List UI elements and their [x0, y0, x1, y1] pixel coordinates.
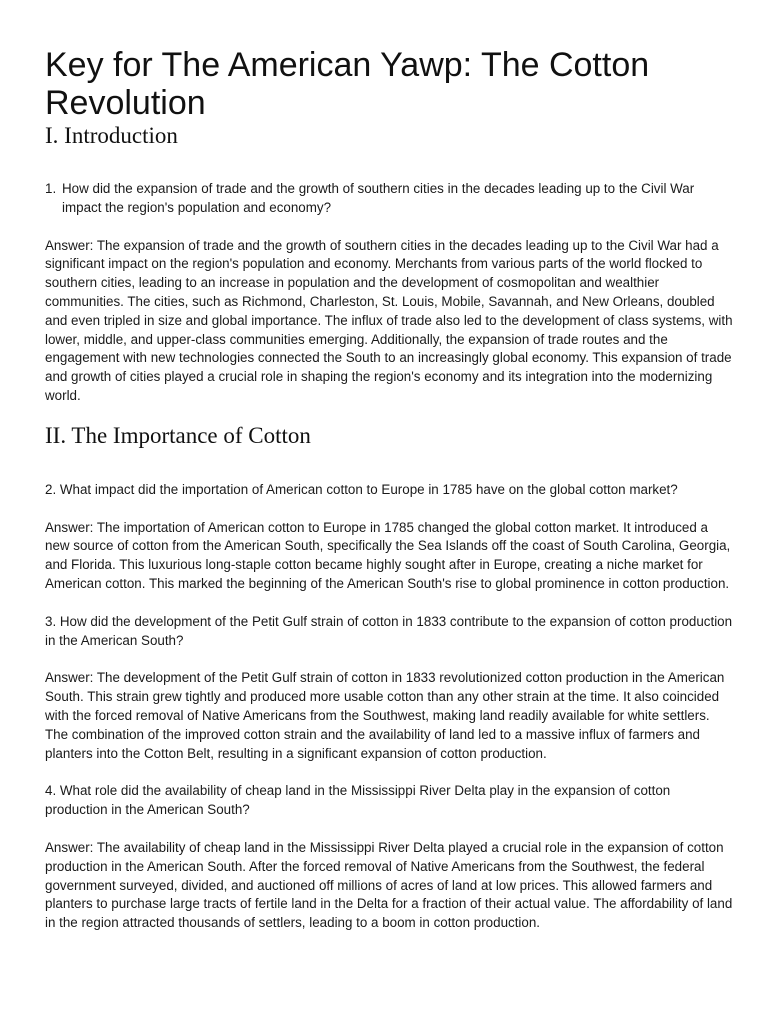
answer-1: Answer: The expansion of trade and the growth of southern cities in the decades leading up to the Civil War had a significant impact on the region's population and economy. Merchants from various parts of the world flocked to southern cities, leading to an increase in population and the development of cosmopolitan and wealthier communities. The cities, such as Richmond, Charleston, St. Louis, Mobile, Savannah, and New Orleans, doubled and even tripled in size and global importance. The influx of trade also led to the development of class systems, with lower, middle, and upper-class communities emerging. Additionally, the expansion of trade routes and the engagement with new technologies connected the South to an increasingly global economy. This expansion of trade and growth of cities played a crucial role in shaping the region's economy and its integration into the modernizing world. [45, 237, 733, 403]
document-page [45, 46, 735, 933]
question-4: 4. What role did the availability of cheap land in the Mississippi River Delta play in the expansion of cotton production in the American South? [45, 783, 671, 818]
question-3: 3. How did the development of the Petit Gulf strain of cotton in 1833 contribute to the expansion of cotton production in the American South? [45, 613, 733, 648]
question-list [45, 180, 735, 218]
question-1: How did the expansion of trade and the growth of southern cities in the decades leading up to the Civil War impact the region's population and economy? [62, 181, 695, 215]
answer-3: Answer: The development of the Petit Gulf strain of cotton in 1833 revolutionized cotton production in the American South. This strain grew tightly and produced more usable cotton than any other strain at the time. It also coincided with the forced removal of Native Americans from the Southwest, making land readily available for white settlers. The combination of the improved cotton strain and the availability of land led to a massive influx of farmers and planters into the Cotton Belt, resulting in a significant expansion of cotton production. [45, 670, 725, 761]
section-heading-importance-of-cotton: II. The Importance of Cotton [45, 422, 311, 448]
section-heading-introduction: I. Introduction [45, 123, 178, 148]
answer-4: Answer: The availability of cheap land in the Mississippi River Delta played a crucial role in the expansion of cotton production in the American South. After the forced removal of Native Americans from the Southwest, the federal government surveyed, divided, and auctioned off millions of acres of land at low prices. This allowed farmers and planters to purchase large tracts of fertile land in the Delta for a fraction of their actual value. The affordability of land in the region attracted thousands of settlers, leading to a boom in cotton production. [45, 839, 733, 931]
document-title: Key for The American Yawp: The Cotton Revolution [45, 46, 650, 122]
question-2: 2. What impact did the importation of American cotton to Europe in 1785 have on the global cotton market? [45, 481, 678, 497]
list-item-number: 1. [45, 181, 57, 196]
answer-2: Answer: The importation of American cotton to Europe in 1785 changed the global cotton market. It introduced a new source of cotton from the American South, specifically the Sea Islands off the coast of South Carolina, Georgia, and Florida. This luxurious long-staple cotton became highly sought after in Europe, creating a niche market for American cotton. This marked the beginning of the American South's rise to global prominence in cotton production. [45, 519, 731, 591]
list-item [45, 180, 735, 218]
